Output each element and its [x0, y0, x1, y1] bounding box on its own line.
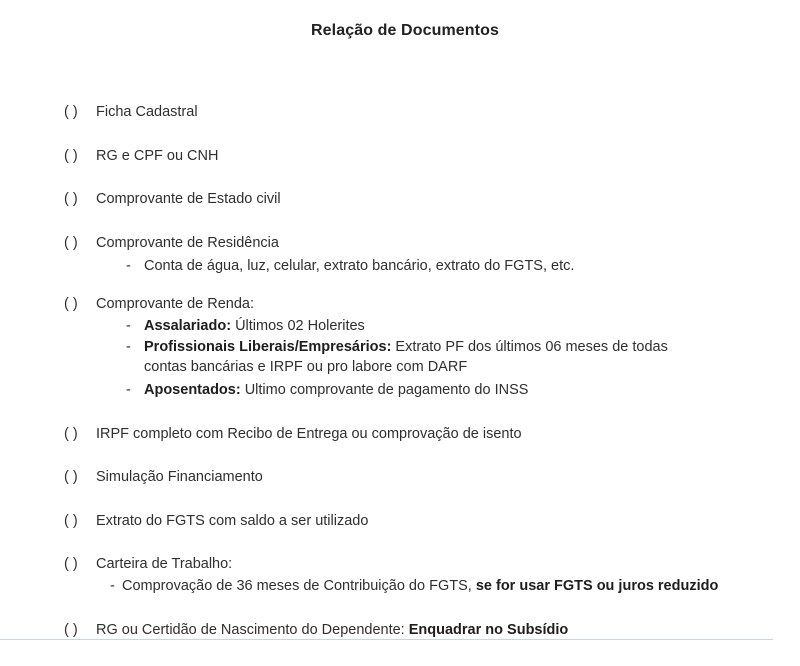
page-title: Relação de Documentos [311, 22, 499, 39]
item-label: IRPF completo com Recibo de Entrega ou comprovação de isento [96, 426, 522, 442]
checklist-item-residencia [64, 233, 279, 253]
checklist-item-estado-civil [64, 189, 281, 209]
checklist-item-extrato-fgts [64, 511, 368, 531]
checklist-item-dependente [64, 620, 568, 640]
page-divider [0, 639, 773, 640]
checklist-item-irpf [64, 424, 522, 444]
sub-item-profissionais-cont [144, 357, 467, 377]
sub-item-text: Ultimo comprovante de pagamento do INSS [240, 382, 529, 398]
sub-item-assalariado [126, 316, 365, 336]
sub-item-text: contas bancárias e IRPF ou pro labore com DARF [144, 359, 468, 375]
checklist-item-simulacao [64, 467, 263, 487]
checkbox-parens: ( ) [64, 235, 78, 251]
sub-item-bold: se for usar FGTS ou juros reduzido [475, 578, 719, 594]
item-label: Comprovante de Renda: [96, 296, 254, 312]
item-bold: Enquadrar no Subsídio [408, 622, 569, 638]
checkbox-parens: ( ) [64, 148, 78, 164]
sub-item-label: Profissionais Liberais/Empresários: [144, 339, 392, 355]
checkbox-parens: ( ) [64, 556, 78, 572]
dash-bullet: - [126, 382, 131, 398]
item-label: Extrato do FGTS com saldo a ser utilizado [96, 513, 369, 529]
item-label: Comprovante de Residência [96, 235, 279, 251]
checklist-item-carteira [64, 554, 232, 574]
checkbox-parens: ( ) [64, 622, 78, 638]
item-label: Comprovante de Estado civil [96, 191, 281, 207]
sub-item-carteira [110, 576, 718, 596]
sub-item-profissionais [126, 337, 668, 357]
checkbox-parens: ( ) [64, 191, 78, 207]
sub-item-label: Aposentados: [144, 382, 241, 398]
sub-item-text: Comprovação de 36 meses de Contribuição do FGTS, [122, 578, 476, 594]
checkbox-parens: ( ) [64, 296, 78, 312]
dash-bullet: - [126, 258, 131, 274]
sub-item-text: Conta de água, luz, celular, extrato bancário, extrato do FGTS, etc. [144, 258, 575, 274]
checklist-item-renda [64, 294, 254, 314]
sub-item-text: Extrato PF dos últimos 06 meses de todas [391, 339, 668, 355]
item-label: Simulação Financiamento [96, 469, 263, 485]
checklist-item-rg [64, 146, 218, 166]
dash-bullet: - [126, 318, 131, 334]
checkbox-parens: ( ) [64, 469, 78, 485]
item-label: RG e CPF ou CNH [96, 148, 219, 164]
checkbox-parens: ( ) [64, 426, 78, 442]
sub-item-text: Últimos 02 Holerites [231, 318, 365, 334]
item-label: Ficha Cadastral [96, 104, 198, 120]
dash-bullet: - [126, 339, 131, 355]
sub-item-residencia [126, 256, 574, 276]
item-label: RG ou Certidão de Nascimento do Dependente: [96, 622, 409, 638]
checklist-item-ficha [64, 102, 198, 122]
checkbox-parens: ( ) [64, 104, 78, 120]
dash-bullet: - [110, 578, 115, 594]
checkbox-parens: ( ) [64, 513, 78, 529]
item-label: Carteira de Trabalho: [96, 556, 233, 572]
sub-item-aposentados [126, 380, 528, 400]
sub-item-label: Assalariado: [144, 318, 232, 334]
